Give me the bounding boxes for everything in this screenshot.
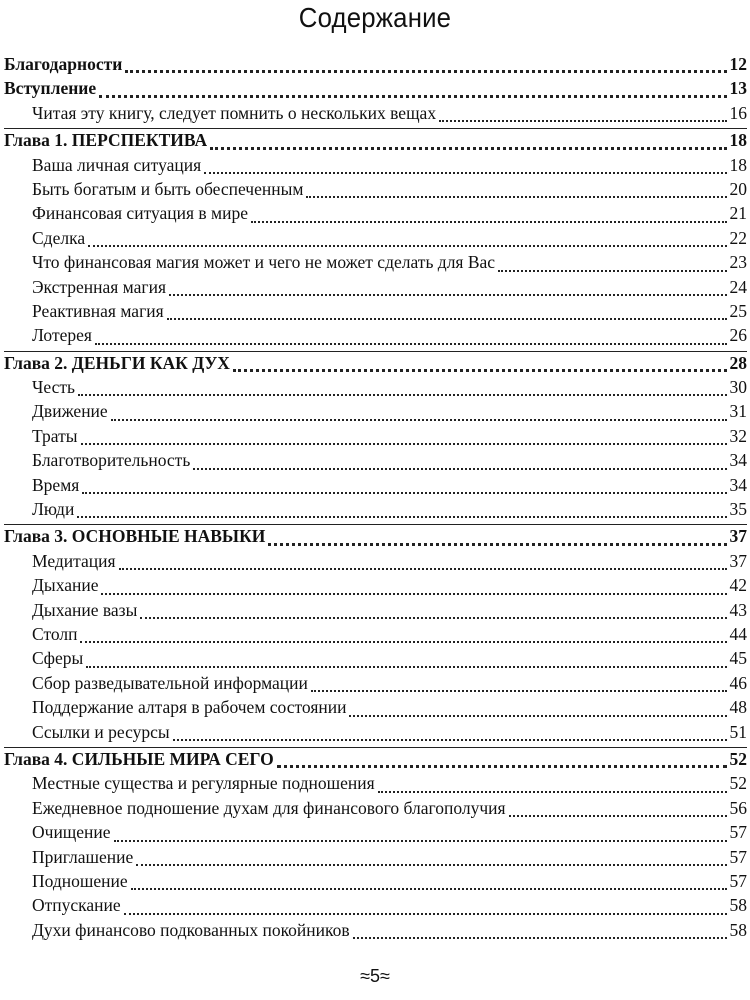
toc-entry-title: Глава 1. ПЕРСПЕКТИВА: [4, 130, 208, 151]
chapter-divider: [4, 747, 747, 748]
toc-page-number: 25: [729, 300, 747, 321]
toc-page-number: 57: [729, 822, 747, 843]
dot-leader: [169, 294, 726, 296]
toc-page-number: 20: [729, 178, 747, 199]
toc-entry-title: Дыхание: [32, 575, 99, 596]
toc-page-number: 34: [729, 474, 747, 495]
page-title: Содержание: [298, 2, 452, 33]
toc-page-number: 48: [729, 697, 747, 718]
dot-leader: [88, 245, 726, 247]
toc-entry-row[interactable]: [4, 203, 747, 227]
toc-entry-title: Лотерея: [32, 325, 92, 346]
toc-entry-row[interactable]: [4, 228, 747, 252]
toc-page-number: 13: [729, 78, 747, 99]
toc-chapter-row[interactable]: [4, 353, 747, 377]
toc-entry-row[interactable]: [4, 895, 747, 919]
toc-entry-row[interactable]: [4, 798, 747, 822]
toc-page-number: 30: [729, 377, 747, 398]
toc-entry-title: Экстренная магия: [32, 276, 167, 297]
toc-page-number: 58: [729, 919, 747, 940]
toc-entry-row[interactable]: [4, 377, 747, 401]
toc-entry-title: Глава 2. ДЕНЬГИ КАК ДУХ: [4, 352, 230, 373]
dot-leader: [233, 369, 727, 372]
dot-leader: [498, 270, 726, 272]
toc-entry-title: Честь: [32, 377, 75, 398]
toc-entry-row[interactable]: [4, 450, 747, 474]
table-of-contents: [4, 54, 747, 944]
toc-chapter-row[interactable]: [4, 526, 747, 550]
toc-entry-title: Ежедневное подношение духам для финансового благополучия: [32, 797, 506, 818]
toc-page-number: 31: [729, 401, 747, 422]
toc-page-number: 43: [729, 599, 747, 620]
toc-page-number: 44: [729, 623, 747, 644]
toc-entry-title: Реактивная магия: [32, 300, 164, 321]
dot-leader: [78, 394, 727, 396]
toc-entry-title: Сферы: [32, 648, 84, 669]
dot-leader: [173, 739, 727, 741]
toc-page-number: 57: [729, 870, 747, 891]
toc-page-number: 58: [729, 895, 747, 916]
toc-page-number: 51: [729, 721, 747, 742]
toc-entry-title: Глава 3. ОСНОВНЫЕ НАВЫКИ: [4, 526, 266, 547]
toc-entry-row[interactable]: [4, 847, 747, 871]
toc-page-number: 52: [729, 773, 747, 794]
toc-page-number: 26: [729, 325, 747, 346]
toc-entry-title: Вступление: [4, 78, 97, 99]
toc-entry-title: Сбор разведывательной информации: [32, 672, 308, 693]
toc-entry-title: Читая эту книгу, следует помнить о нескольких вещах: [32, 102, 437, 123]
toc-entry-row[interactable]: [4, 551, 747, 575]
toc-chapter-row[interactable]: [4, 130, 747, 154]
toc-entry-title: Глава 4. СИЛЬНЫЕ МИРА СЕГО: [4, 748, 274, 769]
dot-leader: [86, 666, 726, 668]
toc-page-number: 24: [729, 276, 747, 297]
dot-leader: [82, 492, 726, 494]
dot-leader: [204, 172, 726, 174]
toc-page-number: 34: [729, 450, 747, 471]
toc-entry-row[interactable]: [4, 600, 747, 624]
toc-page-number: 32: [729, 425, 747, 446]
toc-entry-title: Сделка: [32, 227, 86, 248]
toc-entry-row[interactable]: [4, 673, 747, 697]
toc-entry-title: Подношение: [32, 870, 128, 891]
toc-entry-row[interactable]: [4, 475, 747, 499]
toc-page-number: 35: [729, 499, 747, 520]
toc-entry-row[interactable]: [4, 301, 747, 325]
dot-leader: [306, 196, 726, 198]
toc-entry-title: Люди: [32, 499, 75, 520]
toc-entry-title: Поддержание алтаря в рабочем состоянии: [32, 697, 347, 718]
toc-entry-title: Ваша личная ситуация: [32, 154, 202, 175]
toc-entry-title: Местные существа и регулярные подношения: [32, 773, 375, 794]
dot-leader: [114, 840, 727, 842]
dot-leader: [349, 715, 726, 717]
toc-entry-title: Движение: [32, 401, 108, 422]
toc-entry-title: Отпускание: [32, 895, 121, 916]
dot-leader: [251, 221, 726, 223]
chapter-divider: [4, 524, 747, 525]
toc-entry-row[interactable]: [4, 252, 747, 276]
toc-page-number: 12: [729, 54, 747, 74]
toc-page-number: 46: [729, 672, 747, 693]
toc-entry-row[interactable]: [4, 401, 747, 425]
toc-page-number: 37: [729, 550, 747, 571]
toc-page-number: 21: [729, 203, 747, 224]
dot-leader: [80, 641, 726, 643]
dot-leader: [77, 516, 726, 518]
dot-leader: [99, 95, 726, 98]
toc-entry-title: Приглашение: [32, 846, 134, 867]
toc-page-number: 23: [729, 252, 747, 273]
dot-leader: [509, 815, 727, 817]
toc-entry-title: Финансовая ситуация в мире: [32, 203, 249, 224]
chapter-divider: [4, 351, 747, 352]
toc-entry-row[interactable]: [4, 648, 747, 672]
toc-page-number: 28: [729, 352, 747, 373]
toc-entry-row[interactable]: [4, 179, 747, 203]
dot-leader: [131, 888, 727, 890]
toc-entry-row[interactable]: [4, 697, 747, 721]
toc-page-number: 16: [729, 102, 747, 123]
dot-leader: [210, 147, 726, 150]
toc-page-number: 52: [729, 748, 747, 769]
toc-entry-title: Очищение: [32, 822, 111, 843]
toc-entry-title: Столп: [32, 623, 78, 644]
toc-entry-row[interactable]: [4, 722, 747, 746]
dot-leader: [193, 468, 726, 470]
toc-entry-row[interactable]: [4, 822, 747, 846]
toc-entry-title: Что финансовая магия может и чего не может сделать для Вас: [32, 252, 496, 273]
chapter-divider: [4, 128, 747, 129]
dot-leader: [125, 70, 726, 73]
toc-entry-row[interactable]: [4, 155, 747, 179]
page-number: ≈5≈: [360, 966, 390, 986]
toc-entry-row[interactable]: [4, 499, 747, 523]
toc-entry-row[interactable]: [4, 426, 747, 450]
dot-leader: [81, 443, 727, 445]
toc-entry-title: Быть богатым и быть обеспеченным: [32, 178, 304, 199]
toc-entry-title: Духи финансово подкованных покойников: [32, 919, 350, 940]
dot-leader: [268, 543, 726, 546]
toc-entry-row[interactable]: [4, 277, 747, 301]
dot-leader: [119, 568, 727, 570]
toc-page-number: 18: [729, 130, 747, 151]
dot-leader: [277, 765, 727, 768]
toc-entry-title: Время: [32, 474, 80, 495]
toc-chapter-row[interactable]: [4, 78, 747, 102]
toc-entry-row[interactable]: [4, 871, 747, 895]
toc-entry-row[interactable]: [4, 103, 747, 127]
dot-leader: [439, 120, 726, 122]
toc-page-number: 18: [729, 154, 747, 175]
dot-leader: [378, 791, 727, 793]
toc-page-number: 37: [729, 526, 747, 547]
dot-leader: [111, 419, 727, 421]
toc-page-number: 45: [729, 648, 747, 669]
toc-entry-title: Траты: [32, 425, 78, 446]
dot-leader: [167, 318, 727, 320]
dot-leader: [353, 937, 727, 939]
toc-page-number: 56: [729, 797, 747, 818]
dot-leader: [136, 864, 726, 866]
toc-entry-row[interactable]: [4, 920, 747, 944]
toc-entry-row[interactable]: [4, 325, 747, 349]
toc-page-number: 22: [729, 227, 747, 248]
dot-leader: [311, 690, 727, 692]
toc-entry-title: Дыхание вазы: [32, 599, 138, 620]
dot-leader: [124, 913, 727, 915]
dot-leader: [95, 343, 727, 345]
toc-entry-row[interactable]: [4, 575, 747, 599]
toc-page-number: 57: [729, 846, 747, 867]
toc-page-number: 42: [729, 575, 747, 596]
toc-chapter-row[interactable]: [4, 749, 747, 773]
toc-entry-title: Благодарности: [4, 54, 123, 74]
toc-entry-row[interactable]: [4, 624, 747, 648]
dot-leader: [140, 617, 726, 619]
toc-entry-title: Медитация: [32, 550, 116, 571]
toc-entry-row[interactable]: [4, 773, 747, 797]
toc-chapter-row[interactable]: [4, 54, 747, 78]
toc-entry-title: Благотворительность: [32, 450, 191, 471]
toc-entry-title: Ссылки и ресурсы: [32, 721, 170, 742]
dot-leader: [101, 593, 726, 595]
